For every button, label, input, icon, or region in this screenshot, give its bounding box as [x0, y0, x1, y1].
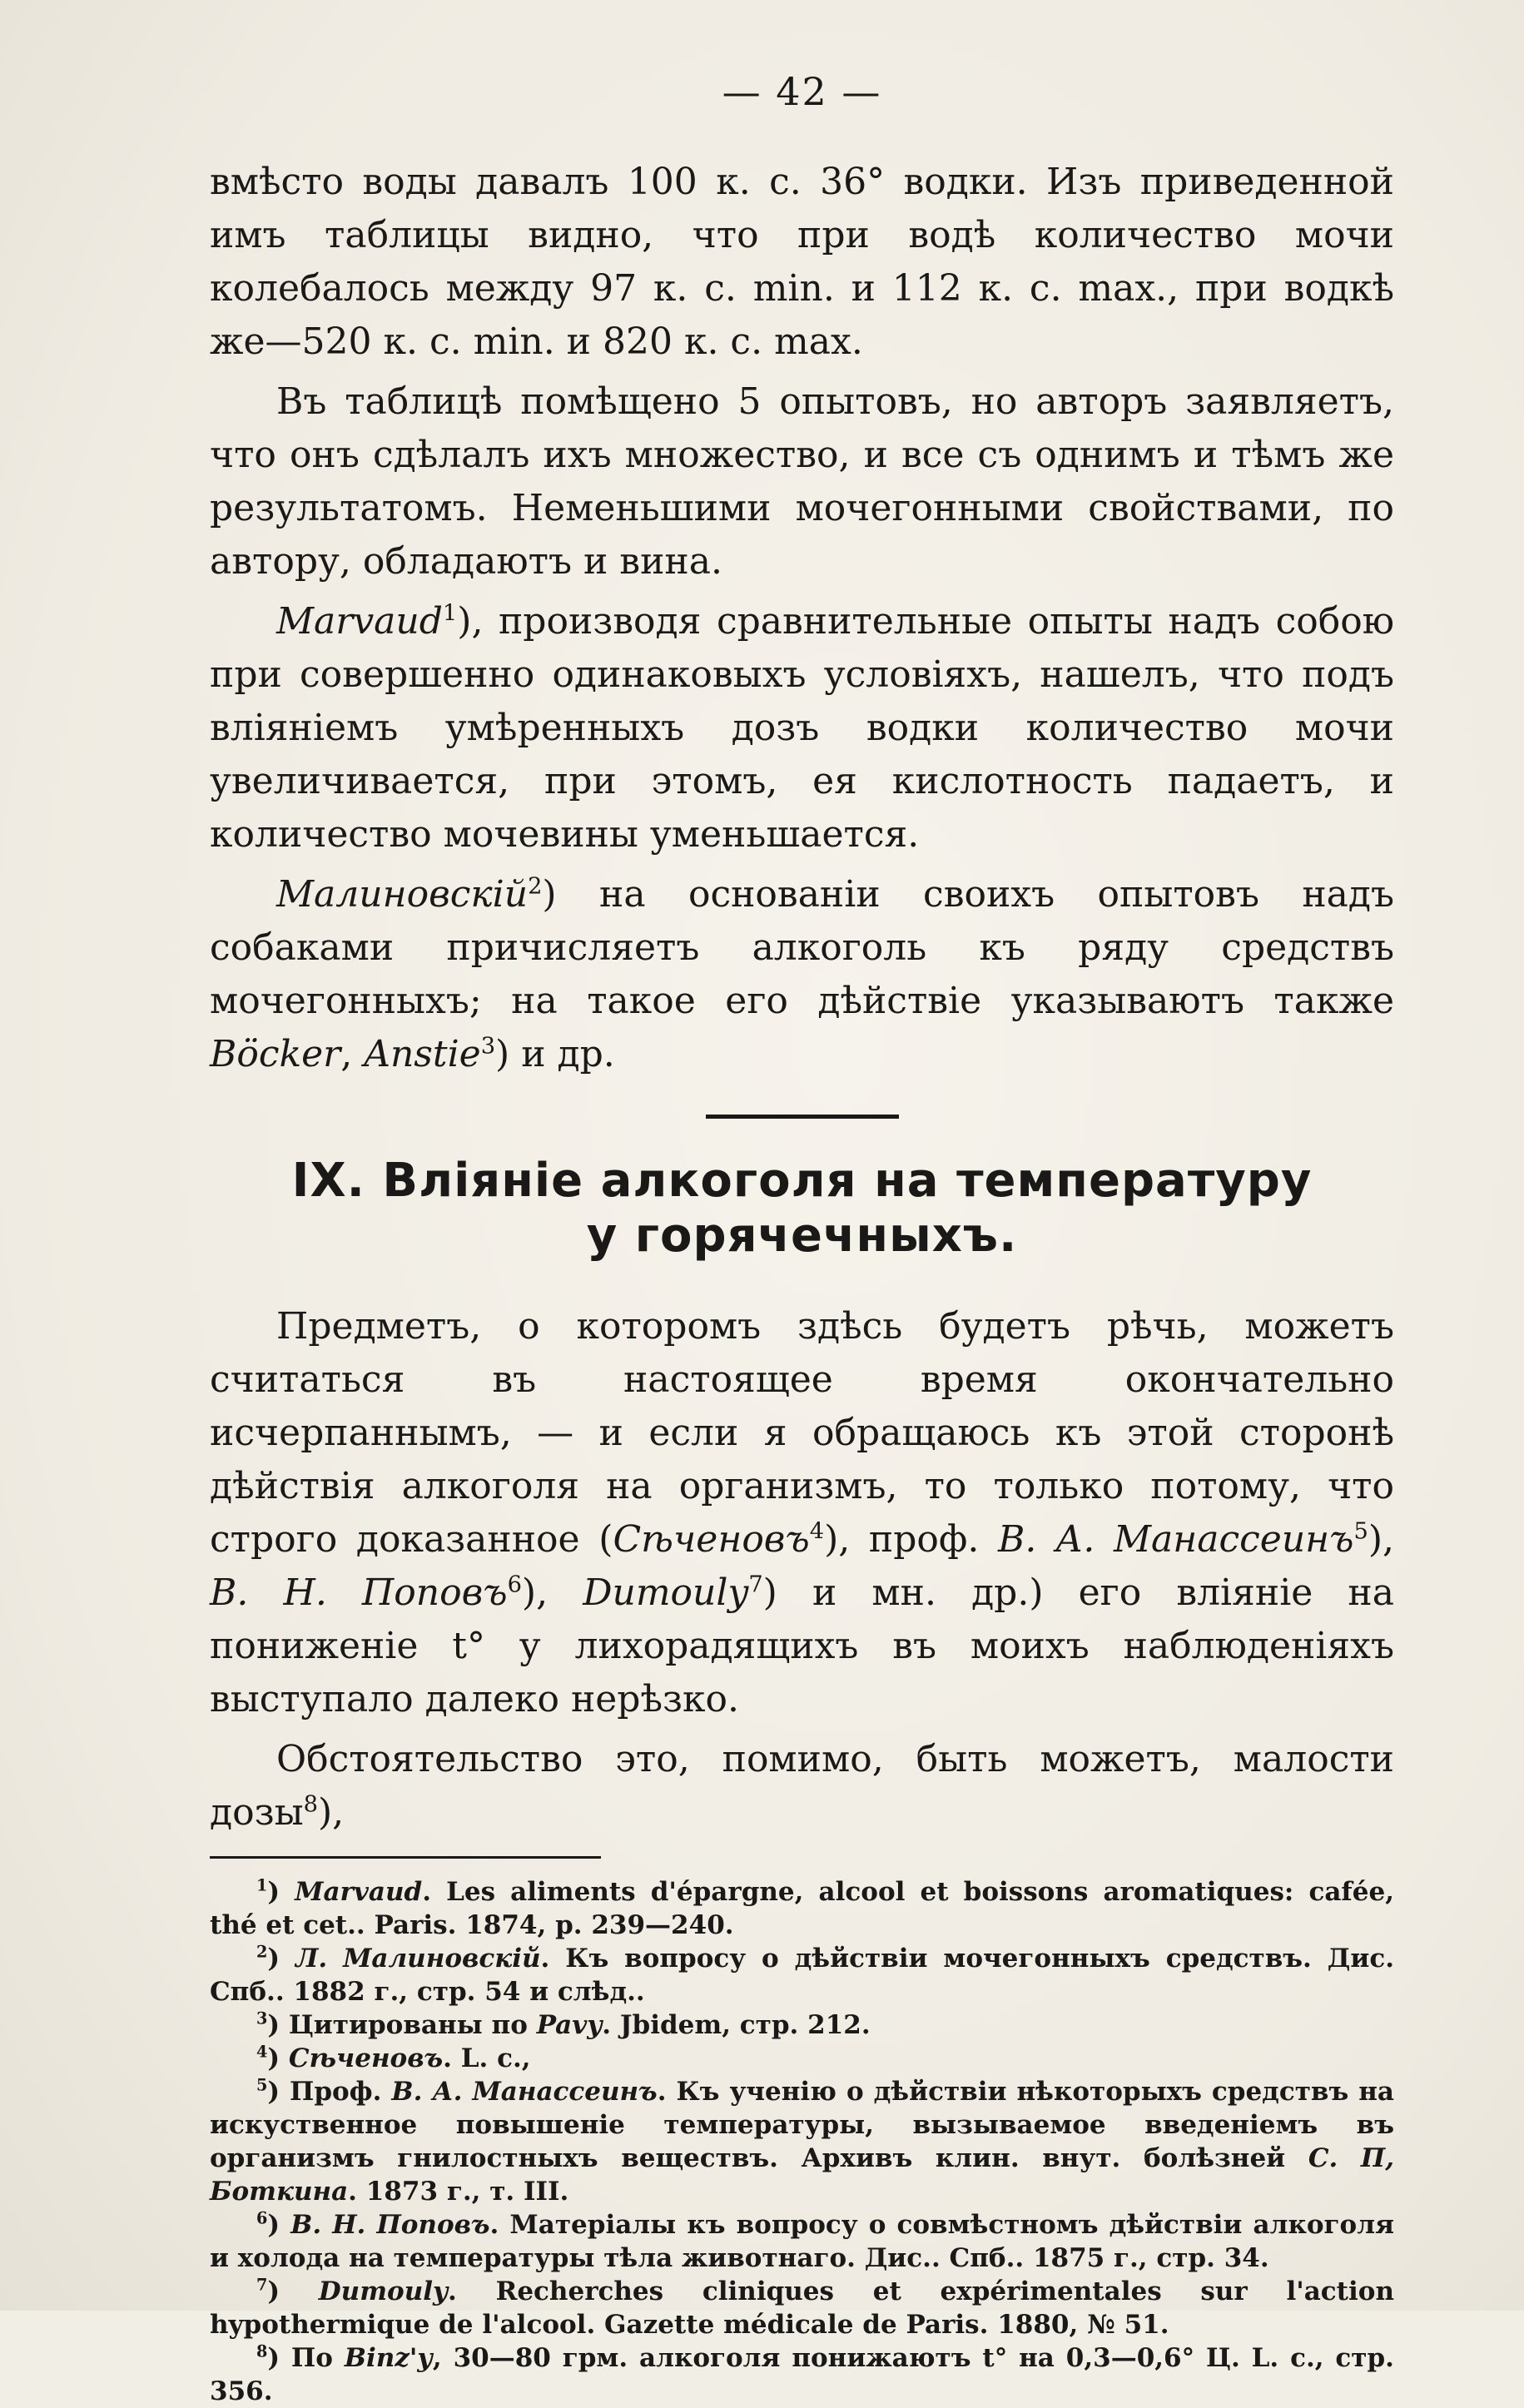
footnote-7: $^7$) Dumouly. Recherches cliniques et expérimentales sur l'action hypothermique de l'alcool. Gazette médicale de Paris. 1880, № 51. [210, 2275, 1394, 2340]
footnote-text: . Къ ученію о дѣйствіи нѣкоторыхъ средствъ на искуственное повышеніе температуры, вызываемое введеніемъ въ организмъ гнилостныхъ веществъ. Архивъ клин. внут. болѣзней [210, 2077, 1395, 2173]
paragraph-text: Обстоятельство это, помимо, быть можетъ, малости дозы [210, 1738, 1394, 1834]
footnote-ref: 6 [507, 1571, 522, 1598]
footnote-number: 6 [256, 2208, 268, 2228]
footnote-2: $^2$) Л. Малиновскій. Къ вопросу о дѣйствіи мочегонныхъ средствъ. Дис. Спб.. 1882 г., стр. 54 и слѣд.. [210, 1942, 1394, 2007]
footnote-ref: 7 [748, 1571, 763, 1598]
author-name: В. Н. Поповъ [290, 2210, 490, 2240]
footnote-text: . Къ вопросу о дѣйствіи мочегонныхъ средствъ. Дис. Спб.. 1882 г., стр. 54 и слѣд.. [210, 1944, 1394, 2007]
footnote-4: $^4$) Сѣченовъ. L. c., [256, 2042, 531, 2073]
footnote-ref: 3 [480, 1033, 496, 1060]
author-name: Anstie [364, 1033, 481, 1075]
paragraph-text: ) и мн. др.) его вліяніе на пониженіе t° у лихорадящихъ въ моихъ наблюденіяхъ выступало далеко нерѣзко. [210, 1571, 1394, 1720]
footnote-5: $^5$) Проф. В. А. Манассеинъ. Къ ученію о дѣйствіи нѣкоторыхъ средствъ на искуственное повышеніе температуры, вызываемое введеніемъ въ организмъ гнилостныхъ веществъ. Архивъ клин. внут. болѣзней С. П, Боткина. 1873 г., т. III. [210, 2075, 1395, 2207]
footnote-1: $^1$) Marvaud. Les aliments d'épargne, alcool et boissons aromatiques: caféе, thé et cet.. Paris. 1874, p. 239—240. [210, 1875, 1394, 1940]
paragraph-text: ), [1368, 1518, 1394, 1561]
paragraph-1: вмѣсто воды давалъ 100 к. с. 36° водки. Изъ приведенной имъ таблицы видно, что при водѣ количество мочи колебалось между 97 к. с. min. и 112 к. с. max., при водкѣ же—520 к. с. min. и 820 к. с. max. [210, 161, 1394, 363]
author-name: Binz'у [344, 2343, 433, 2373]
author-name: В. А. Манассеинъ [391, 2077, 658, 2107]
footnote-text: . Recherches cliniques et expérimentales sur l'action hypothermique de l'alcool. Gazette médicale de Paris. 1880, № 51. [210, 2276, 1394, 2340]
section-heading-line-1: IX. Вліяніе алкоголя на температуру [291, 1154, 1313, 1208]
paragraph-text: ) на основаніи своихъ опытовъ надъ собаками причисляетъ алкоголь къ ряду средствъ мочегонныхъ; на такое его дѣйствіе указываютъ также [210, 873, 1394, 1022]
footnote-ref: 4 [809, 1518, 825, 1545]
footnote-number: 8 [256, 2341, 268, 2361]
footnote-number: 4 [256, 2042, 268, 2062]
separator-text: , [340, 1033, 365, 1075]
footnote-text: Цитированы по [288, 2010, 537, 2040]
paragraph-5 [210, 1300, 1394, 1726]
footnote-text: . L. c., [443, 2043, 531, 2073]
author-name: Малиновскій [276, 873, 529, 916]
author-name: Marvaud [295, 1877, 423, 1907]
footnote-ref: 5 [1353, 1518, 1368, 1545]
footnote-number: 2 [256, 1942, 268, 1962]
paragraph-2: Въ таблицѣ помѣщено 5 опытовъ, но авторъ заявляетъ, что онъ сдѣлалъ ихъ множество, и все съ однимъ и тѣмъ же результатомъ. Неменьшими мочегонными свойствами, по автору, обладаютъ и вина. [210, 380, 1394, 583]
footnote-text: Проф. [290, 2077, 392, 2107]
footnote-ref: 1 [442, 600, 458, 627]
author-name: С. П, Боткина [210, 2143, 1394, 2207]
author-name: Л. Малиновскій [295, 1944, 541, 1974]
author-name: Dumouly [583, 1571, 749, 1614]
paragraph-text: ), [317, 1791, 345, 1834]
author-name: Сѣченовъ [613, 1518, 810, 1561]
paragraph-4 [210, 868, 1394, 1081]
footnote-number: 5 [256, 2075, 268, 2095]
footnote-ref: 8 [303, 1791, 318, 1818]
footnote-text: По [290, 2343, 345, 2373]
footnote-text: . Матеріалы къ вопросу о совмѣстномъ дѣйствіи алкоголя и холода на температуры тѣла животнаго. Дис.. Спб.. 1875 г., стр. 34. [210, 2210, 1394, 2273]
footnote-ref: 2 [528, 873, 543, 900]
footnote-text: . Les aliments d'épargne, alcool et boissons aromatiques: caféе, thé et cet.. Paris. 1874, p. 239—240. [210, 1877, 1394, 1940]
footnote-number: 7 [256, 2275, 268, 2295]
footnote-divider [210, 1856, 601, 1859]
paragraph-text: Предметъ, о которомъ здѣсь будетъ рѣчь, можетъ считаться въ настоящее время окончательно исчерпаннымъ, — и если я обращаюсь къ этой сторонѣ дѣйствія алкоголя на организмъ, то только потому, что строго доказанное ( [210, 1305, 1394, 1561]
paragraph-text: ), [521, 1571, 583, 1614]
footnote-6: $^6$) В. Н. Поповъ. Матеріалы къ вопросу о совмѣстномъ дѣйствіи алкоголя и холода на температуры тѣла животнаго. Дис.. Спб.. 1875 г., стр. 34. [210, 2208, 1394, 2273]
author-name: Сѣченовъ [288, 2043, 444, 2073]
paragraph-6 [210, 1733, 1394, 1840]
section-heading-line-2: у горячечныхъ. [586, 1209, 1018, 1263]
body-text [210, 156, 1394, 1840]
paragraph-3 [210, 595, 1394, 861]
paragraph-text: ) и др. [495, 1033, 615, 1075]
footnote-3: $^3$) Цитированы по Pavy. Jbidem, стр. 212. [256, 2008, 871, 2040]
paragraph-text: ), проф. [824, 1518, 999, 1561]
author-name: В. Н. Поповъ [210, 1571, 508, 1614]
footnote-8: $^8$) По Binz'у, 30—80 грм. алкоголя понижаютъ t° на 0,3—0,6° Ц. L. c., стр. 356. [210, 2341, 1394, 2406]
footnote-number: 3 [256, 2008, 268, 2028]
author-name: Böcker [210, 1033, 341, 1075]
author-name: Marvaud [276, 600, 443, 643]
footnote-text: . Jbidem, стр. 212. [602, 2010, 871, 2040]
page-number: — 42 — [722, 69, 882, 114]
section-heading [210, 1154, 1394, 1264]
author-name: Dumouly [318, 2276, 449, 2306]
author-name: Pavy [536, 2010, 603, 2040]
footnote-text: . 1873 г., т. III. [348, 2177, 569, 2207]
author-name: В. А. Манассеинъ [998, 1518, 1354, 1561]
section-divider [706, 1115, 899, 1119]
footnotes [210, 1875, 1394, 2408]
footnote-number: 1 [256, 1875, 268, 1895]
footnote-text: , 30—80 грм. алкоголя понижаютъ t° на 0,3—0,6° Ц. L. c., стр. 356. [210, 2343, 1394, 2406]
paragraph-text: ), производя сравнительные опыты надъ собою при совершенно одинаковыхъ условіяхъ, нашелъ, что подъ вліяніемъ умѣренныхъ дозъ водки количество мочи увеличивается, при этомъ, ея кислотность падаетъ, и количество мочевины уменьшается. [210, 600, 1394, 856]
